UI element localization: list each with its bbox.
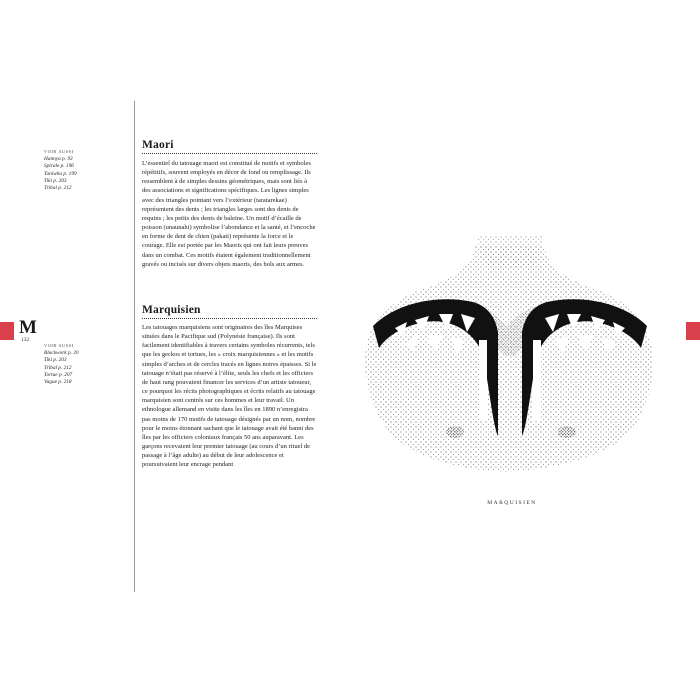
see-also-item: Tortue p. 207	[44, 371, 73, 378]
dotted-rule	[142, 318, 317, 319]
margin-divider	[134, 101, 135, 592]
page-number: 132	[21, 337, 30, 343]
see-also-maori	[44, 148, 129, 192]
see-also-heading: VOIR AUSSI	[44, 343, 74, 348]
section-title-maori: Maori	[142, 139, 174, 151]
see-also-heading: VOIR AUSSI	[44, 149, 74, 154]
see-also-item: Blackwork p. 20	[44, 350, 79, 357]
see-also-item: Tiki p. 203	[44, 177, 67, 184]
chapter-tab-right	[686, 322, 700, 340]
see-also-item: Tribal p. 212	[44, 364, 72, 371]
see-also-item: Vague p. 218	[44, 379, 72, 386]
see-also-item: Tribal p. 212	[44, 185, 72, 192]
see-also-item: Hannya p. 93	[44, 156, 73, 163]
section-text-marquisien: Les tatouages marquisiens sont originaires des îles Marquises situées dans le Pacifique sud (Polynésie française). Ils sont facilement identifiables à travers certains symboles récurrents, tels que les geckos et tortues, les « croix marquisiennes » et les motifs simples d’arches et de cercles tracés en lignes noires épaisses. Si le tatouage n’était pas réservé à l’élite, seuls les chefs et les officiers de haut rang pouvaient financer les services d’un artiste tatoueur, ce pourquoi les récits photographiques et écrits relatifs au tatouage marquisien sont centrés sur ces hommes et leur travail. Un ethnologue allemand en visite dans les îles en 1890 n’enregistra pas moins de 170 motifs de tatouage désignés par un nom, nombre pour le moins étonnant sachant que le tatouage avait été banni des îles par les officiers coloniaux français 50 ans auparavant. Les garçons recevaient leur premier tatouage (au cours d’un rituel de passage à l’âge adulte) au début de leur adolescence et poursuivaient leur encrage pendant	[142, 324, 317, 469]
see-also-item: Taniwha p. 199	[44, 170, 77, 177]
chapter-letter: M	[19, 317, 37, 338]
section-text-maori: L’essentiel du tatouage maori est constitué de motifs et symboles répétitifs, souvent employés en décor de fond ou remplissage. Ils ressemblent à de simples dessins géométriques, mais sont liés à des associations et significations spécifiques. Les lignes simples avec des triangles pointant vers l’extérieur (taratarekae) représentent des dents ; les triangles larges sont des dents de requins ; les petits des dents de baleine. Un motif d’écaille de poisson (unaunahi) symbolise l’abondance et la santé, et l’encoche en forme de dent de chien (pakati) représente la force et le courage. Elle est portée par les Maoris qui ont fait leurs preuves dans un combat. Ces motifs étaient également traditionnellement gravés ou incisés sur divers objets maoris, des bols aux armes.	[142, 160, 316, 268]
see-also-item: Tiki p. 203	[44, 357, 67, 364]
chapter-tab-left	[0, 322, 14, 340]
see-also-marquisien	[44, 342, 129, 386]
dotted-rule	[142, 153, 317, 154]
see-also-item: Spirale p. 196	[44, 163, 74, 170]
marquisien-chest-tattoo-illustration	[355, 236, 665, 476]
section-maori	[142, 138, 317, 269]
illustration-caption: MARQUISIEN	[487, 500, 537, 506]
section-title-marquisien: Marquisien	[142, 304, 201, 316]
section-marquisien	[142, 303, 317, 470]
